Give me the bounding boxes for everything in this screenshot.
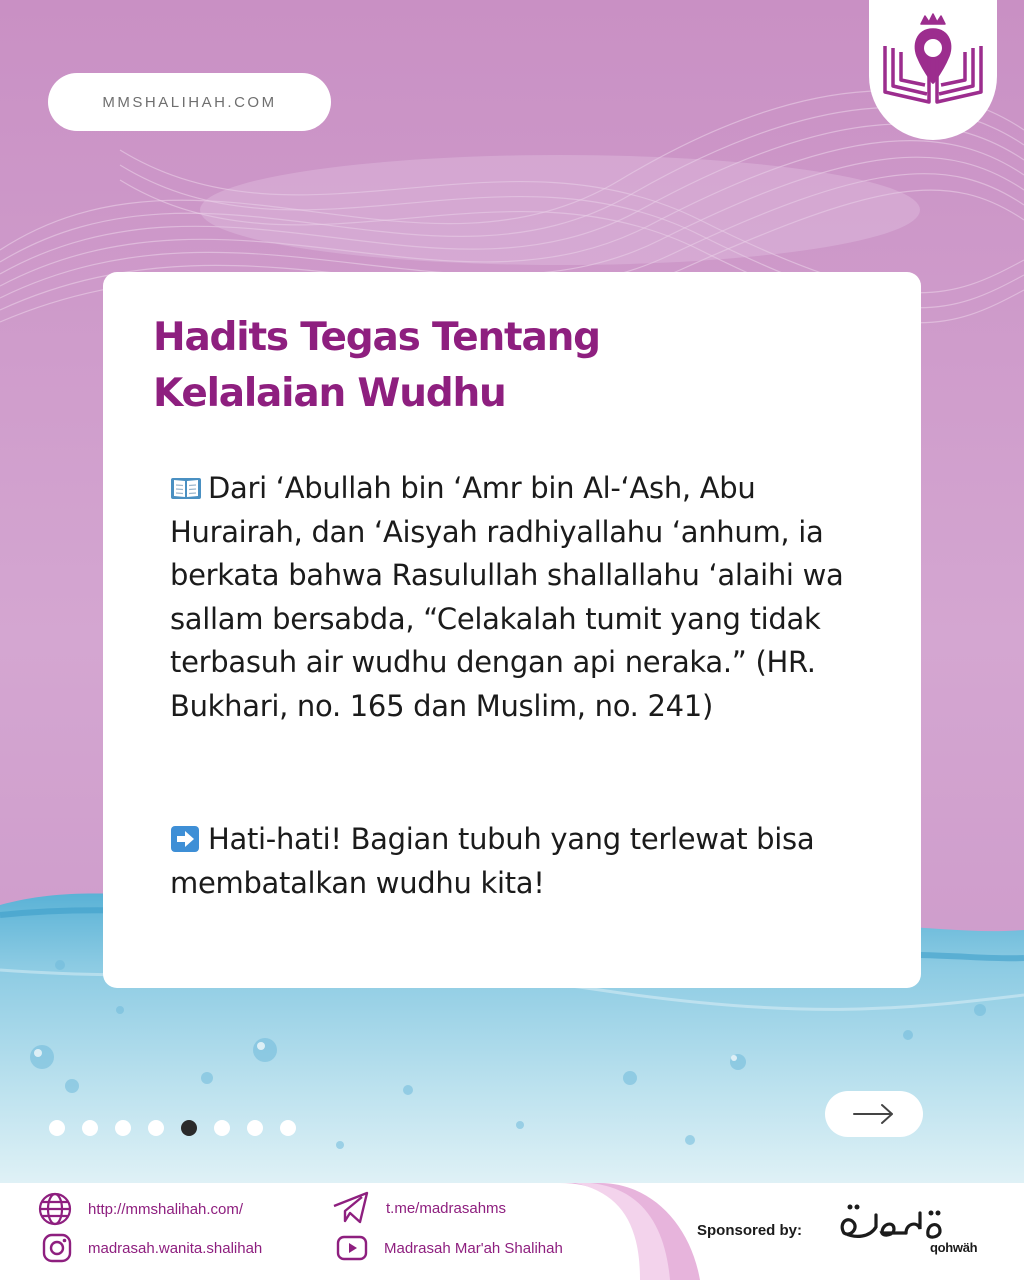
carousel-dot[interactable] bbox=[115, 1120, 131, 1136]
carousel-indicators bbox=[49, 1120, 296, 1136]
card-title-line1: Hadits Tegas Tentang bbox=[153, 315, 600, 360]
telegram-link[interactable]: t.me/madrasahms bbox=[386, 1199, 507, 1217]
footer bbox=[0, 1183, 1024, 1280]
youtube-channel[interactable]: Madrasah Mar'ah Shalihah bbox=[384, 1239, 563, 1257]
carousel-dot[interactable] bbox=[82, 1120, 98, 1136]
right-arrow-emoji-icon bbox=[170, 826, 202, 852]
website-link[interactable]: http://mmshalihah.com/ bbox=[88, 1200, 244, 1218]
sponsored-label: Sponsored by: bbox=[697, 1222, 803, 1239]
card-title bbox=[153, 310, 853, 422]
next-slide-button[interactable] bbox=[825, 1091, 923, 1137]
carousel-dot[interactable] bbox=[280, 1120, 296, 1136]
carousel-dot[interactable] bbox=[214, 1120, 230, 1136]
telegram-icon bbox=[332, 1191, 370, 1225]
sponsor-name: qohwäh bbox=[930, 1240, 978, 1255]
brand-logo[interactable] bbox=[869, 0, 997, 140]
carousel-dot[interactable] bbox=[247, 1120, 263, 1136]
carousel-dot-active[interactable] bbox=[181, 1120, 197, 1136]
instagram-handle[interactable]: madrasah.wanita.shalihah bbox=[88, 1239, 263, 1257]
footer-instagram[interactable] bbox=[42, 1233, 262, 1263]
content-card bbox=[103, 272, 921, 988]
hadith-paragraph bbox=[170, 467, 890, 728]
reminder-paragraph bbox=[170, 818, 890, 905]
youtube-icon bbox=[336, 1235, 368, 1261]
arrow-right-icon bbox=[852, 1103, 896, 1125]
carousel-dot[interactable] bbox=[49, 1120, 65, 1136]
instagram-icon bbox=[42, 1233, 72, 1263]
hadith-text: Dari ‘Abullah bin ‘Amr bin Al-‘Ash, Abu Hurairah, dan ‘Aisyah radhiyallahu ‘anhum, ia berkata bahwa Rasulullah shallallahu ‘alaihi wa sallam bersabda, “Celakalah tumit yang tidak terbasuh air wudhu dengan api neraka.” (HR. Bukhari, no. 165 dan Muslim, no. 241) bbox=[170, 471, 844, 723]
footer-youtube[interactable] bbox=[336, 1235, 563, 1261]
carousel-dot[interactable] bbox=[148, 1120, 164, 1136]
card-title-line2: Kelalaian Wudhu bbox=[153, 371, 506, 416]
footer-telegram[interactable] bbox=[332, 1191, 506, 1225]
site-label: MMSHALIHAH.COM bbox=[102, 93, 277, 111]
reminder-text: Hati-hati! Bagian tubuh yang terlewat bisa membatalkan wudhu kita! bbox=[170, 822, 815, 900]
globe-icon bbox=[38, 1192, 72, 1226]
site-label-pill[interactable] bbox=[48, 73, 331, 131]
crowned-open-book-logo-icon bbox=[879, 12, 987, 112]
open-book-emoji-icon bbox=[170, 475, 202, 501]
footer-website[interactable] bbox=[38, 1192, 243, 1226]
